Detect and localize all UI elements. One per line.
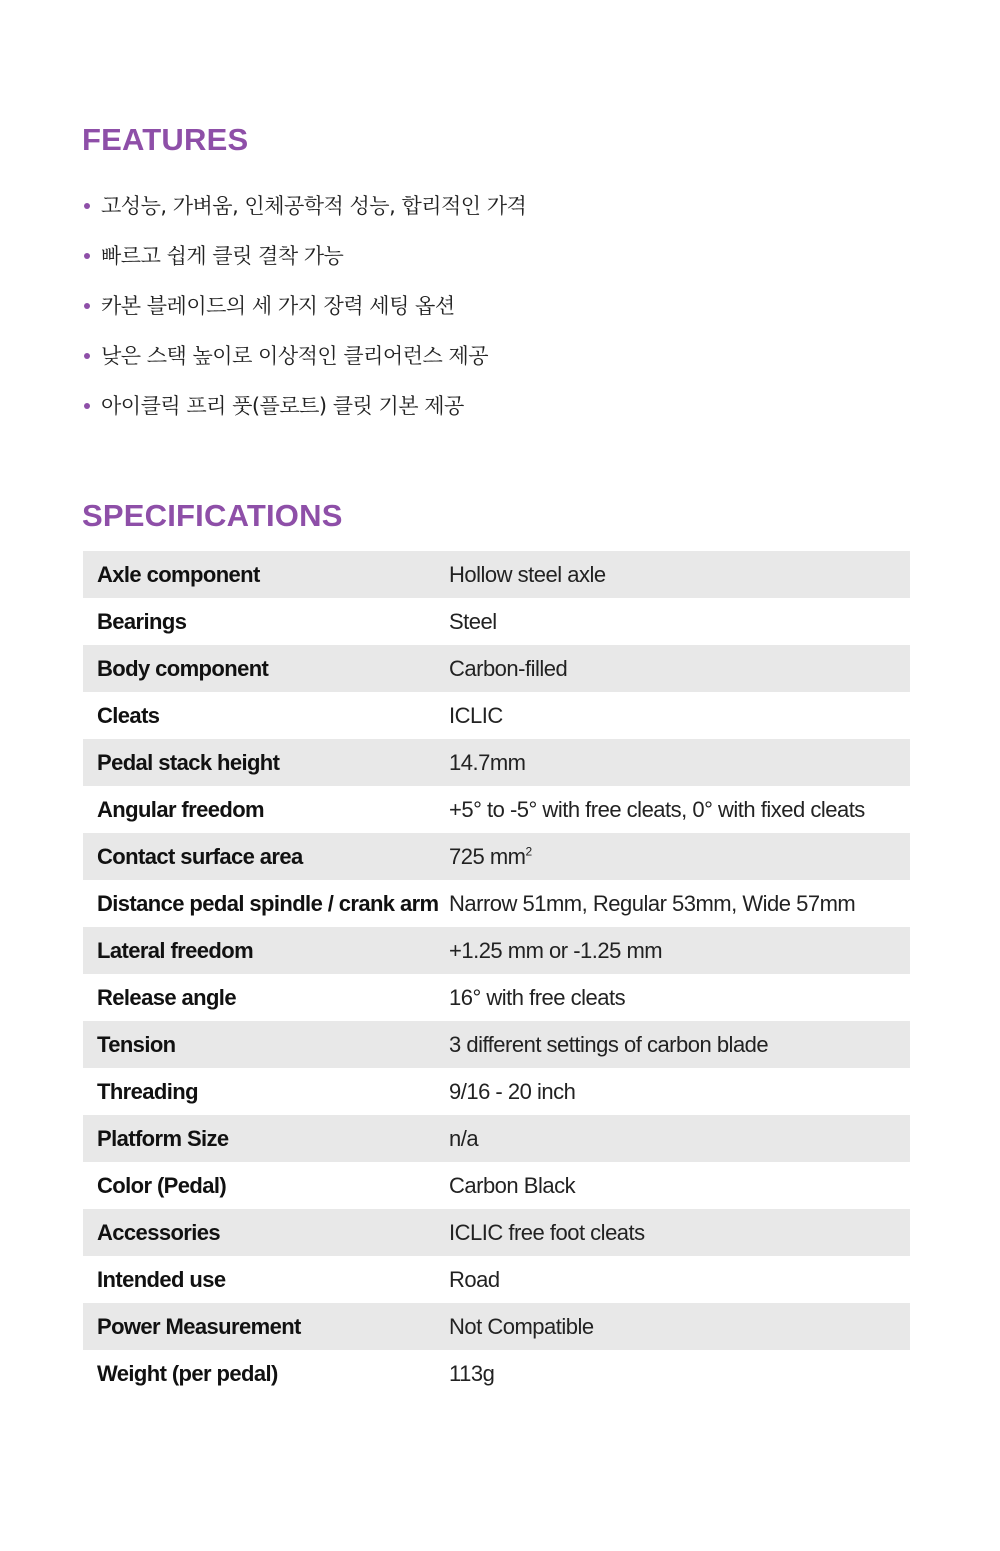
- spec-row: [83, 1115, 910, 1162]
- spec-value-text: Narrow 51mm, Regular 53mm, Wide 57mm: [449, 890, 856, 916]
- spec-value-text: n/a: [449, 1125, 479, 1151]
- spec-value: [449, 1303, 910, 1350]
- spec-row: [83, 786, 910, 833]
- spec-row: [83, 739, 910, 786]
- spec-row: [83, 692, 910, 739]
- spec-row: [83, 880, 910, 927]
- spec-value: [449, 833, 910, 880]
- spec-row: [83, 974, 910, 1021]
- spec-row: [83, 927, 910, 974]
- spec-row: [83, 1068, 910, 1115]
- spec-label: Power Measurement: [97, 1313, 301, 1339]
- spec-value-text: 14.7mm: [449, 749, 526, 775]
- bullet-icon: [84, 203, 90, 209]
- spec-label: Axle component: [97, 561, 260, 587]
- spec-value-text: Not Compatible: [449, 1313, 594, 1339]
- spec-label: Angular freedom: [97, 796, 265, 822]
- specifications-table-body: [83, 551, 910, 1397]
- spec-label: Cleats: [97, 702, 160, 728]
- feature-item: [84, 180, 526, 230]
- spec-value: [449, 927, 910, 974]
- spec-value: [449, 1209, 910, 1256]
- spec-value-text: Carbon Black: [449, 1172, 576, 1198]
- specifications-heading: SPECIFICATIONS: [82, 498, 343, 533]
- bullet-icon: [84, 353, 90, 359]
- spec-row: [83, 1303, 910, 1350]
- spec-row: [83, 598, 910, 645]
- spec-label: Intended use: [97, 1266, 226, 1292]
- feature-text: 낮은 스택 높이로 이상적인 클리어런스 제공: [101, 344, 489, 368]
- spec-row: [83, 645, 910, 692]
- spec-value: [449, 1256, 910, 1303]
- spec-row: [83, 833, 910, 880]
- spec-value: [449, 1068, 910, 1115]
- feature-text: 빠르고 쉽게 클릿 결착 가능: [101, 244, 344, 268]
- spec-label: Bearings: [97, 608, 187, 634]
- features-list: [84, 180, 526, 430]
- spec-value: [449, 598, 910, 645]
- spec-row: [83, 1350, 910, 1397]
- spec-value: [449, 880, 910, 927]
- specifications-table: [83, 551, 910, 1397]
- spec-value-text: 113g: [449, 1360, 495, 1386]
- spec-row: [83, 551, 910, 598]
- spec-value-text: 9/16 - 20 inch: [449, 1078, 576, 1104]
- bullet-icon: [84, 253, 90, 259]
- spec-value-text: Hollow steel axle: [449, 561, 606, 587]
- spec-value: [449, 1350, 910, 1397]
- spec-row: [83, 1162, 910, 1209]
- feature-item: [84, 280, 526, 330]
- spec-value-superscript: 2: [525, 844, 532, 859]
- bullet-icon: [84, 403, 90, 409]
- spec-value: [449, 739, 910, 786]
- spec-value-text: +1.25 mm or -1.25 mm: [449, 937, 663, 963]
- feature-item: [84, 380, 526, 430]
- spec-value-text: Road: [449, 1266, 500, 1292]
- spec-label: Color (Pedal): [97, 1172, 227, 1198]
- spec-value: [449, 1115, 910, 1162]
- spec-value-text: Steel: [449, 608, 497, 634]
- spec-value-text: Carbon-filled: [449, 655, 568, 681]
- feature-item: [84, 330, 526, 380]
- feature-item: [84, 230, 526, 280]
- spec-label: Accessories: [97, 1219, 221, 1245]
- spec-value: [449, 551, 910, 598]
- spec-value: [449, 645, 910, 692]
- feature-text: 고성능, 가벼움, 인체공학적 성능, 합리적인 가격: [101, 194, 527, 218]
- features-heading: FEATURES: [82, 122, 249, 157]
- spec-value: [449, 1162, 910, 1209]
- spec-row: [83, 1209, 910, 1256]
- spec-row: [83, 1021, 910, 1068]
- spec-value-text: ICLIC free foot cleats: [449, 1219, 645, 1245]
- spec-label: Body component: [97, 655, 269, 681]
- spec-value: [449, 692, 910, 739]
- spec-label: Release angle: [97, 984, 236, 1010]
- spec-label: Pedal stack height: [97, 749, 280, 775]
- spec-value-text: +5° to -5° with free cleats, 0° with fixed cleats: [449, 796, 865, 822]
- spec-label: Platform Size: [97, 1125, 229, 1151]
- bullet-icon: [84, 303, 90, 309]
- spec-label: Lateral freedom: [97, 937, 254, 963]
- spec-value-text: 725 mm: [449, 843, 526, 869]
- spec-label: Contact surface area: [97, 843, 303, 869]
- spec-value: [449, 1021, 910, 1068]
- spec-label: Tension: [97, 1031, 176, 1057]
- spec-value-text: ICLIC: [449, 702, 503, 728]
- spec-value: [449, 974, 910, 1021]
- spec-label: Distance pedal spindle / crank arm: [97, 890, 439, 916]
- feature-text: 아이클릭 프리 풋(플로트) 클릿 기본 제공: [101, 394, 464, 418]
- spec-row: [83, 1256, 910, 1303]
- spec-value-text: 3 different settings of carbon blade: [449, 1031, 769, 1057]
- spec-label: Weight (per pedal): [97, 1360, 278, 1386]
- spec-label: Threading: [97, 1078, 198, 1104]
- spec-value: [449, 786, 910, 833]
- spec-value-text: 16° with free cleats: [449, 984, 626, 1010]
- feature-text: 카본 블레이드의 세 가지 장력 세팅 옵션: [101, 294, 455, 318]
